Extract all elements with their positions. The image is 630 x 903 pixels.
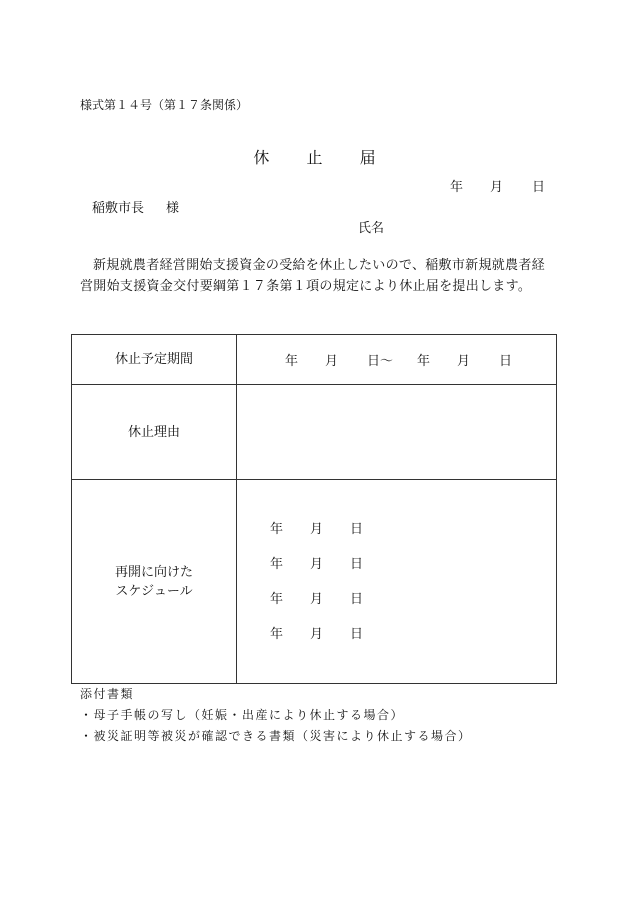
- date-day: 日: [532, 180, 546, 195]
- suspension-form-table: [71, 334, 557, 684]
- schedule-month: 月: [310, 521, 324, 537]
- applicant-name-label: 氏名: [358, 221, 385, 236]
- body-text: 新規就農者経営開始支援資金の受給を休止したいので、稲敷市新規就農者経営開始支援資金交付要綱第１７条第１項の規定により休止届を提出します。: [80, 258, 545, 294]
- schedule-label-line-1: 再開に向けた: [114, 564, 193, 580]
- period-start-day: 日～: [367, 354, 394, 369]
- date-month: 月: [490, 180, 504, 195]
- period-field[interactable]: [237, 335, 557, 385]
- schedule-year: 年: [270, 556, 284, 572]
- period-label: 休止予定期間: [72, 335, 237, 385]
- schedule-day: 日: [350, 521, 364, 537]
- schedule-field[interactable]: [237, 480, 557, 684]
- date-year: 年: [450, 180, 464, 195]
- reason-label: 休止理由: [72, 385, 237, 480]
- period-start-month: 月: [325, 354, 339, 369]
- period-end-month: 月: [457, 354, 471, 369]
- schedule-day: 日: [350, 591, 364, 607]
- schedule-line: [270, 617, 556, 652]
- schedule-line: [270, 582, 556, 617]
- period-start-year: 年: [285, 354, 299, 369]
- schedule-label: [72, 480, 237, 684]
- schedule-line: [270, 547, 556, 582]
- title-char-1: 休: [253, 148, 271, 167]
- document-title: [0, 145, 630, 168]
- submission-date: [450, 176, 545, 195]
- period-end-day: 日: [499, 354, 513, 369]
- schedule-row: [72, 480, 557, 684]
- reason-field[interactable]: [237, 385, 557, 480]
- schedule-year: 年: [270, 521, 284, 537]
- attachment-item: ・母子手帳の写し（妊娠・出産により休止する場合）: [80, 708, 405, 722]
- title-char-3: 届: [359, 148, 377, 167]
- period-end-year: 年: [417, 354, 431, 369]
- schedule-line: [270, 512, 556, 547]
- title-char-2: 止: [306, 148, 324, 167]
- recipient-name: 稲敷市長: [92, 201, 145, 216]
- attachment-item: ・被災証明等被災が確認できる書類（災害により休止する場合）: [80, 729, 472, 743]
- schedule-year: 年: [270, 626, 284, 642]
- period-row: [72, 335, 557, 385]
- reason-row: [72, 385, 557, 480]
- schedule-year: 年: [270, 591, 284, 607]
- schedule-month: 月: [310, 626, 324, 642]
- recipient-honorific: 様: [166, 201, 180, 216]
- schedule-month: 月: [310, 556, 324, 572]
- recipient: [92, 197, 179, 216]
- schedule-day: 日: [350, 626, 364, 642]
- schedule-day: 日: [350, 556, 364, 572]
- form-number: 様式第１４号（第１７条関係）: [80, 98, 249, 112]
- schedule-month: 月: [310, 591, 324, 607]
- attachments-title: 添付書類: [80, 687, 135, 701]
- schedule-label-line-2: スケジュール: [115, 583, 193, 599]
